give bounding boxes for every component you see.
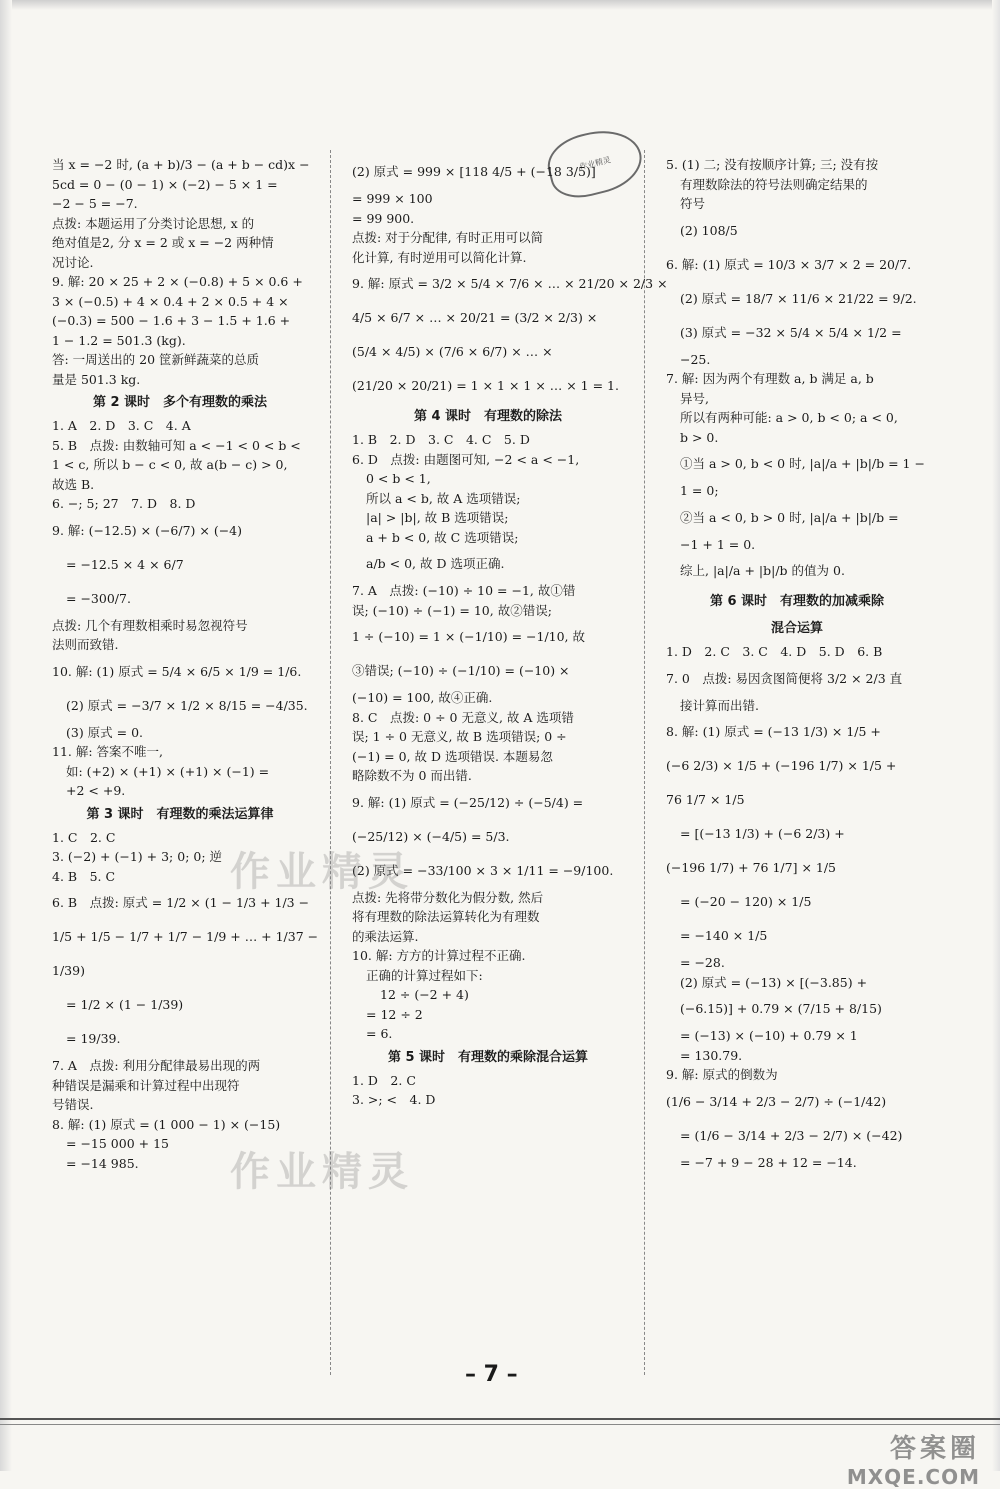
answer-line: = −7 + 9 − 28 + 12 = −14. (680, 1154, 857, 1170)
answer-line: (1/6 − 3/14 + 2/3 − 2/7) ÷ (−1/42) (666, 1093, 887, 1109)
answer-line: 有理数除法的符号法则确定结果的 (680, 176, 868, 192)
answer-line: 故选 B. (52, 476, 95, 492)
answer-line: a + b < 0, 故 C 选项错误; (366, 529, 519, 545)
answer-line: 答: 一周送出的 20 筐新鲜蔬菜的总质 (52, 352, 260, 367)
answer-line: 7. 解: 因为两个有理数 a, b 满足 a, b (666, 371, 874, 386)
answer-line: = −14 985. (66, 1155, 139, 1171)
answer-line: |a| > |b|, 故 B 选项错误; (366, 510, 509, 525)
answer-line: 误; 1 ÷ 0 无意义, 故 B 选项错误; 0 ÷ (352, 729, 567, 744)
answer-line: 9. 解: (1) 原式 = (−25/12) ÷ (−5/4) = (352, 794, 584, 810)
answer-line: (2) 原式 = 999 × [118 4/5 + (−18 3/5)] (352, 164, 596, 179)
answer-line: 号错误. (52, 1097, 94, 1112)
answer-line: = 99 900. (352, 210, 415, 226)
answer-line: 6. B 点拨: 原式 = 1/2 × (1 − 1/3 + 1/3 − (52, 895, 310, 910)
answer-line: 的乘法运算. (352, 928, 419, 944)
answer-line: (−1) = 0, 故 D 选项错误. 本题易忽 (352, 748, 553, 764)
answer-line: 5. (1) 二; 没有按顺序计算; 三; 没有按 (666, 157, 879, 172)
stamp-text: 作业精灵 (578, 154, 612, 172)
answer-line: = 130.79. (680, 1047, 743, 1063)
answer-line: 9. 解: 原式的倒数为 (666, 1067, 778, 1082)
answer-line: 10. 解: (1) 原式 = 5/4 × 6/5 × 1/9 = 1/6. (52, 663, 302, 679)
answer-line: 3. (−2) + (−1) + 3; 0; 0; 逆 (52, 849, 223, 864)
answer-line: 7. A 点拨: (−10) ÷ 10 = −1, 故①错 (352, 583, 576, 598)
site-logo-cn: 答案圈 (889, 1434, 980, 1464)
column-left (52, 155, 319, 1385)
answer-line: 8. C 点拨: 0 ÷ 0 无意义, 故 A 选项错 (352, 709, 574, 725)
answer-line: ③错误; (−10) ÷ (−1/10) = (−10) × (352, 663, 570, 678)
answer-line: = −12.5 × 4 × 6/7 (66, 556, 184, 572)
answer-line: 1/39) (52, 963, 85, 978)
answer-line: 7. A 点拨: 利用分配律最易出现的两 (52, 1058, 261, 1073)
answer-line: = −28. (680, 955, 725, 970)
page-number: – 7 – (465, 1362, 518, 1387)
site-logo (847, 1428, 980, 1489)
answer-line: 绝对值是2, 分 x = 2 或 x = −2 两种情 (52, 235, 274, 250)
answer-line: 8. 解: (1) 原式 = (1 000 − 1) × (−15) (52, 1116, 281, 1132)
answer-line: (−196 1/7) + 76 1/7] × 1/5 (666, 860, 837, 875)
answer-line: 点拨: 本题运用了分类讨论思想, x 的 (52, 215, 255, 231)
answer-line: 9. 解: 20 × 25 + 2 × (−0.8) + 5 × 0.6 + (52, 274, 303, 289)
answer-line: (3) 原式 = −32 × 5/4 × 5/4 × 1/2 = (680, 324, 902, 340)
answer-line: = 6. (366, 1026, 393, 1041)
answer-line: +2 < +9. (66, 783, 126, 798)
answer-line: 7. 0 点拨: 易因贪图简便将 3/2 × 2/3 直 (666, 670, 903, 686)
answer-line: = 19/39. (66, 1031, 121, 1046)
answer-line: 1/5 + 1/5 − 1/7 + 1/7 − 1/9 + … + 1/37 − (52, 929, 319, 944)
answer-line: 量是 501.3 kg. (52, 371, 141, 387)
answer-line: ②当 a < 0, b > 0 时, |a|/a + |b|/b = (680, 509, 899, 525)
answer-line: 11. 解: 答案不唯一, (52, 744, 164, 759)
answer-line: 1. B 2. D 3. C 4. C 5. D (352, 432, 530, 447)
section-heading: 第 3 课时 有理数的乘法运算律 (86, 806, 274, 822)
answer-line: (−10) = 100, 故④正确. (352, 690, 493, 705)
page-right-edge (992, 0, 1000, 1471)
answer-line: 3. >; < 4. D (352, 1092, 436, 1107)
answer-line: −25. (680, 351, 711, 367)
footer-rule (0, 1418, 1000, 1420)
answer-line: 5. B 点拨: 由数轴可知 a < −1 < 0 < b < (52, 437, 301, 453)
answer-line: 接计算而出错. (680, 697, 759, 713)
answer-line: 法则而致错. (52, 637, 119, 652)
answer-line: = [(−13 1/3) + (−6 2/3) + (680, 826, 845, 841)
answer-line: 6. 解: (1) 原式 = 10/3 × 3/7 × 2 = 20/7. (666, 256, 912, 272)
answer-line: (−6.15)] + 0.79 × (7/15 + 8/15) (680, 1001, 882, 1016)
section-heading: 第 2 课时 多个有理数的乘法 (92, 395, 268, 410)
answer-line: 1. C 2. C (52, 829, 116, 845)
answer-line: 符号 (680, 196, 706, 211)
answer-line: 所以 a < b, 故 A 选项错误; (366, 490, 521, 506)
answer-line: 1. D 2. C 3. C 4. D 5. D 6. B (666, 644, 883, 659)
answer-line: 1. A 2. D 3. C 4. A (52, 418, 191, 433)
answer-line: 10. 解: 方方的计算过程不正确. (352, 948, 526, 963)
watermark: 作业精灵 (230, 849, 414, 895)
answer-line: 点拨: 对于分配律, 有时正用可以简 (352, 230, 544, 245)
answer-line: a/b < 0, 故 D 选项正确. (366, 556, 505, 571)
answer-line: (3) 原式 = 0. (66, 724, 144, 740)
answer-line: 5cd = 0 − (0 − 1) × (−2) − 5 × 1 = (52, 176, 278, 192)
column-divider (644, 150, 645, 1375)
answer-line: 当 x = −2 时, (a + b)/3 − (a + b − cd)x − (52, 157, 310, 172)
answer-line: = (−13) × (−10) + 0.79 × 1 (680, 1028, 858, 1043)
answer-line: (21/20 × 20/21) = 1 × 1 × 1 × … × 1 = 1. (352, 378, 619, 393)
answer-line: 异号, (680, 390, 709, 406)
section-heading: 混合运算 (770, 621, 823, 636)
answer-line: 4. B 5. C (52, 868, 116, 884)
answer-line: 如: (+2) × (+1) × (+1) × (−1) = (66, 763, 270, 779)
answer-line: 化计算, 有时逆用可以简化计算. (352, 249, 527, 265)
site-logo-en: MXQE.COM (846, 1465, 980, 1489)
answer-line: = (−20 − 120) × 1/5 (680, 894, 812, 909)
answer-line: 1 − 1.2 = 501.3 (kg). (52, 332, 186, 348)
answer-line: = 12 ÷ 2 (366, 1006, 423, 1022)
answer-line: = (1/6 − 3/14 + 2/3 − 2/7) × (−42) (680, 1127, 903, 1143)
answer-line: b > 0. (680, 429, 719, 445)
answer-line: 1 = 0; (680, 483, 719, 498)
answer-line: 9. 解: 原式 = 3/2 × 5/4 × 7/6 × … × 21/20 × 2/3 × (352, 276, 668, 291)
column-middle (352, 155, 668, 1385)
answer-line: (2) 原式 = −3/7 × 1/2 × 8/15 = −4/35. (66, 697, 308, 713)
answer-line: (2) 原式 = (−13) × [(−3.85) + (680, 974, 868, 990)
footer-rule-thin (0, 1424, 1000, 1425)
answer-line: (2) 原式 = 18/7 × 11/6 × 21/22 = 9/2. (680, 290, 917, 306)
answer-line: 3 × (−0.5) + 4 × 0.4 + 2 × 0.5 + 4 × (52, 293, 289, 309)
answer-line: 6. D 点拨: 由题图可知, −2 < a < −1, (352, 451, 580, 467)
answer-line: (2) 108/5 (680, 222, 738, 238)
answer-line: 76 1/7 × 1/5 (666, 792, 745, 807)
answer-line: (5/4 × 4/5) × (7/6 × 6/7) × … × (352, 344, 553, 359)
answer-line: = −15 000 + 15 (66, 1136, 169, 1151)
answer-line: 1 ÷ (−10) = 1 × (−1/10) = −1/10, 故 (352, 629, 586, 644)
answer-line: = 1/2 × (1 − 1/39) (66, 997, 184, 1012)
answer-line: −2 − 5 = −7. (52, 196, 138, 211)
answer-line: (−25/12) × (−4/5) = 5/3. (352, 828, 510, 844)
answer-line: 1. D 2. C (352, 1072, 416, 1088)
answer-line: 误; (−10) ÷ (−1) = 10, 故②错误; (352, 602, 552, 618)
answer-line: 况讨论. (52, 254, 94, 270)
section-heading: 第 6 课时 有理数的加减乘除 (709, 594, 885, 609)
answer-line: = 999 × 100 (352, 191, 433, 206)
answer-line: −1 + 1 = 0. (680, 536, 756, 552)
column-right (666, 155, 928, 1385)
page-left-edge (0, 0, 12, 1471)
watermark: 作业精灵 (230, 1149, 414, 1195)
answer-line: 种错误是漏乘和计算过程中出现符 (52, 1077, 240, 1093)
answer-line: 正确的计算过程如下: (366, 967, 483, 983)
answer-line: 所以有两种可能: a > 0, b < 0; a < 0, (680, 410, 898, 425)
answer-line: 1 < c, 所以 b − c < 0, 故 a(b − c) > 0, (52, 457, 288, 472)
answer-line: 6. −; 5; 27 7. D 8. D (52, 496, 196, 511)
page-top-edge (0, 0, 1000, 10)
answer-line: = −140 × 1/5 (680, 928, 768, 943)
section-heading: 第 4 课时 有理数的除法 (413, 409, 563, 424)
answer-line: = −300/7. (66, 590, 131, 606)
answer-line: 4/5 × 6/7 × … × 20/21 = (3/2 × 2/3) × (352, 310, 598, 325)
answer-line: 0 < b < 1, (366, 471, 431, 486)
answer-line: 略除数不为 0 而出错. (352, 768, 472, 783)
answer-line: (−6 2/3) × 1/5 + (−196 1/7) × 1/5 + (666, 758, 897, 773)
answer-line: 综上, |a|/a + |b|/b 的值为 0. (680, 563, 845, 578)
section-heading: 第 5 课时 有理数的乘除混合运算 (387, 1049, 589, 1065)
answer-line: ①当 a > 0, b < 0 时, |a|/a + |b|/b = 1 − (680, 456, 925, 471)
answer-line: 点拨: 几个有理数相乘时易忽视符号 (52, 617, 248, 633)
answer-line: 8. 解: (1) 原式 = (−13 1/3) × 1/5 + (666, 724, 881, 739)
answer-line: 点拨: 先将带分数化为假分数, 然后 (352, 889, 544, 905)
answer-line: 12 ÷ (−2 + 4) (380, 987, 469, 1002)
answer-line: 9. 解: (−12.5) × (−6/7) × (−4) (52, 522, 243, 538)
answer-line: (2) 原式 = −33/100 × 3 × 1/11 = −9/100. (352, 862, 614, 878)
answer-line: 将有理数的除法运算转化为有理数 (352, 909, 540, 924)
answer-line: (−0.3) = 500 − 1.6 + 3 − 1.5 + 1.6 + (52, 313, 291, 328)
